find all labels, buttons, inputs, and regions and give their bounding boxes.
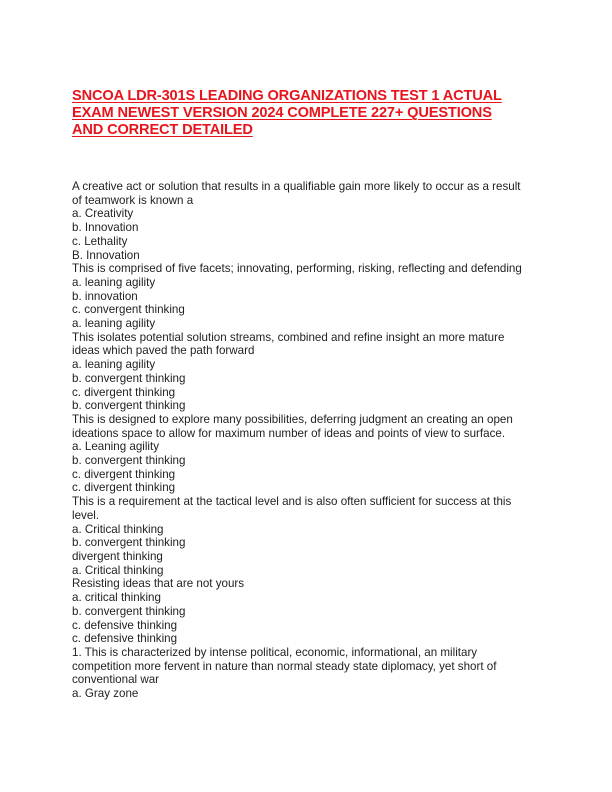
document-title — [72, 88, 542, 139]
text-line: This is a requirement at the tactical level and is also often sufficient for success at this — [72, 495, 512, 509]
text-line: c. defensive thinking — [72, 632, 178, 646]
text-line: of teamwork is known a — [72, 193, 194, 207]
text-line: ideations space to allow for maximum number of ideas and points of view to surface. — [72, 426, 506, 440]
text-line: c. Lethality — [72, 234, 128, 248]
text-line: b. convergent thinking — [72, 454, 186, 468]
text-line: Resisting ideas that are not yours — [72, 577, 245, 591]
text-line: a. leaning agility — [72, 358, 156, 372]
text-line: B. Innovation — [72, 248, 140, 262]
text-line: a. Creativity — [72, 207, 134, 221]
text-line: a. Gray zone — [72, 687, 139, 701]
text-line: b. convergent thinking — [72, 371, 186, 385]
title-line: AND CORRECT DETAILED — [72, 122, 253, 138]
text-line: conventional war — [72, 673, 160, 687]
text-line: level. — [72, 508, 100, 522]
text-line: b. convergent thinking — [72, 604, 186, 618]
text-line: b. convergent thinking — [72, 399, 186, 413]
title-line: EXAM NEWEST VERSION 2024 COMPLETE 227+ QUESTIONS — [72, 105, 492, 121]
text-line: b. Innovation — [72, 221, 139, 235]
title-line: SNCOA LDR-301S LEADING ORGANIZATIONS TEST 1 ACTUAL — [72, 88, 502, 104]
text-line: This is comprised of five facets; innovating, performing, risking, reflecting and defending — [72, 262, 522, 276]
text-line: This isolates potential solution streams, combined and refine insight an more mature — [72, 330, 505, 344]
text-line: A creative act or solution that results in a qualifiable gain more likely to occur as a result — [72, 180, 521, 193]
text-line: b. convergent thinking — [72, 536, 186, 550]
text-line: divergent thinking — [72, 549, 163, 563]
text-line: c. divergent thinking — [72, 481, 176, 495]
text-line: a. Critical thinking — [72, 522, 164, 536]
text-line: c. defensive thinking — [72, 618, 178, 632]
text-line: a. leaning agility — [72, 275, 156, 289]
text-line: a. Critical thinking — [72, 563, 164, 577]
text-line: b. innovation — [72, 289, 138, 303]
text-line: 1. This is characterized by intense political, economic, informational, an military — [72, 645, 478, 659]
text-line: a. critical thinking — [72, 591, 161, 605]
text-line: c. divergent thinking — [72, 385, 176, 399]
question-list — [72, 180, 547, 701]
text-line: c. divergent thinking — [72, 467, 176, 481]
text-line: competition more fervent in nature than normal steady state diplomacy, yet short of — [72, 659, 497, 673]
text-line: ideas which paved the path forward — [72, 344, 255, 358]
text-line: c. convergent thinking — [72, 303, 185, 317]
text-line: This is designed to explore many possibilities, deferring judgment an creating an open — [72, 412, 513, 426]
text-line: a. leaning agility — [72, 317, 156, 331]
text-line: a. Leaning agility — [72, 440, 160, 454]
